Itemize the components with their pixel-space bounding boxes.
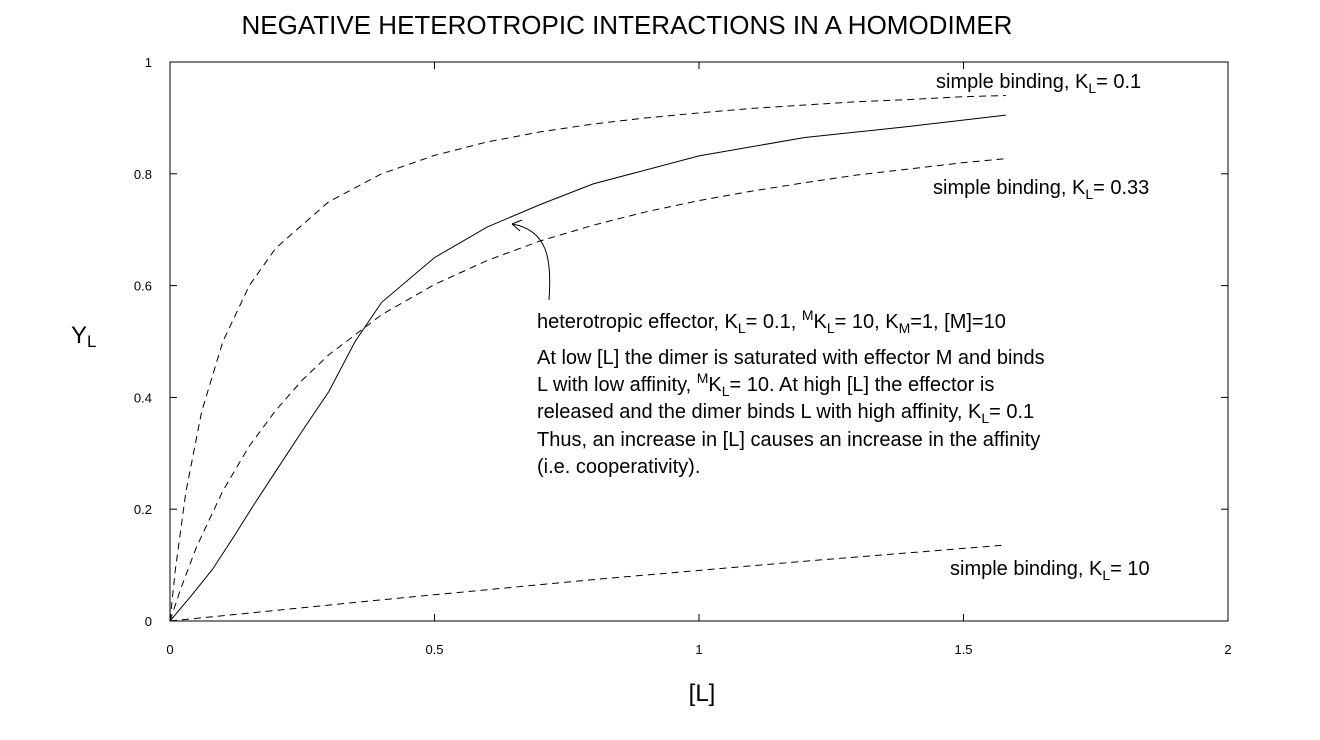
label-simple-binding-kl-10: simple binding, $K_L= 10$ [950, 558, 1150, 583]
note-line-3: released and the dimer binds L with high affinity, $K_L= 0.1$ [537, 401, 1035, 426]
series-line-3 [170, 545, 1006, 621]
x-tick-label: 0.5 [425, 642, 444, 657]
plot-frame [170, 62, 1228, 621]
label-simple-binding-kl-0-33: simple binding, $K_L= 0.33$ [933, 177, 1150, 202]
y-tick-label: 0 [144, 614, 152, 629]
x-tick-label: 1.5 [954, 642, 973, 657]
y-tick-label: 0.4 [133, 390, 152, 406]
y-tick-label: 0.2 [133, 502, 152, 518]
note-line-1: At low [L] the dimer is saturated with effector M and binds [537, 347, 1045, 369]
y-tick-label: 1 [144, 55, 152, 70]
annotation-arrow [512, 224, 550, 300]
x-axis-label: [L] [688, 680, 716, 707]
y-axis-label: YL [71, 322, 97, 351]
y-tick-label: 0.8 [133, 166, 152, 182]
y-tick-label: 0.6 [133, 278, 152, 294]
note-line-4: Thus, an increase in [L] causes an increase in the affinity [537, 429, 1041, 451]
x-tick-label: 2 [1224, 642, 1232, 657]
x-tick-label: 1 [695, 642, 703, 657]
label-simple-binding-kl-0-1: simple binding, $K_L= 0.1$ [936, 71, 1142, 96]
x-tick-label: 0 [166, 642, 174, 657]
label-heterotropic-effector: heterotropic effector, $K_L= 0.1$, $^MK_L= 10$, $K_M=1$, [M]=10 [537, 307, 1006, 336]
chart-title: NEGATIVE HETEROTROPIC INTERACTIONS IN A HOMODIMER [241, 10, 1013, 40]
note-line-5: (i.e. cooperativity). [537, 456, 701, 478]
note-line-2: L with low affinity, $^MK_L= 10$. At high [L] the effector is [537, 370, 995, 399]
